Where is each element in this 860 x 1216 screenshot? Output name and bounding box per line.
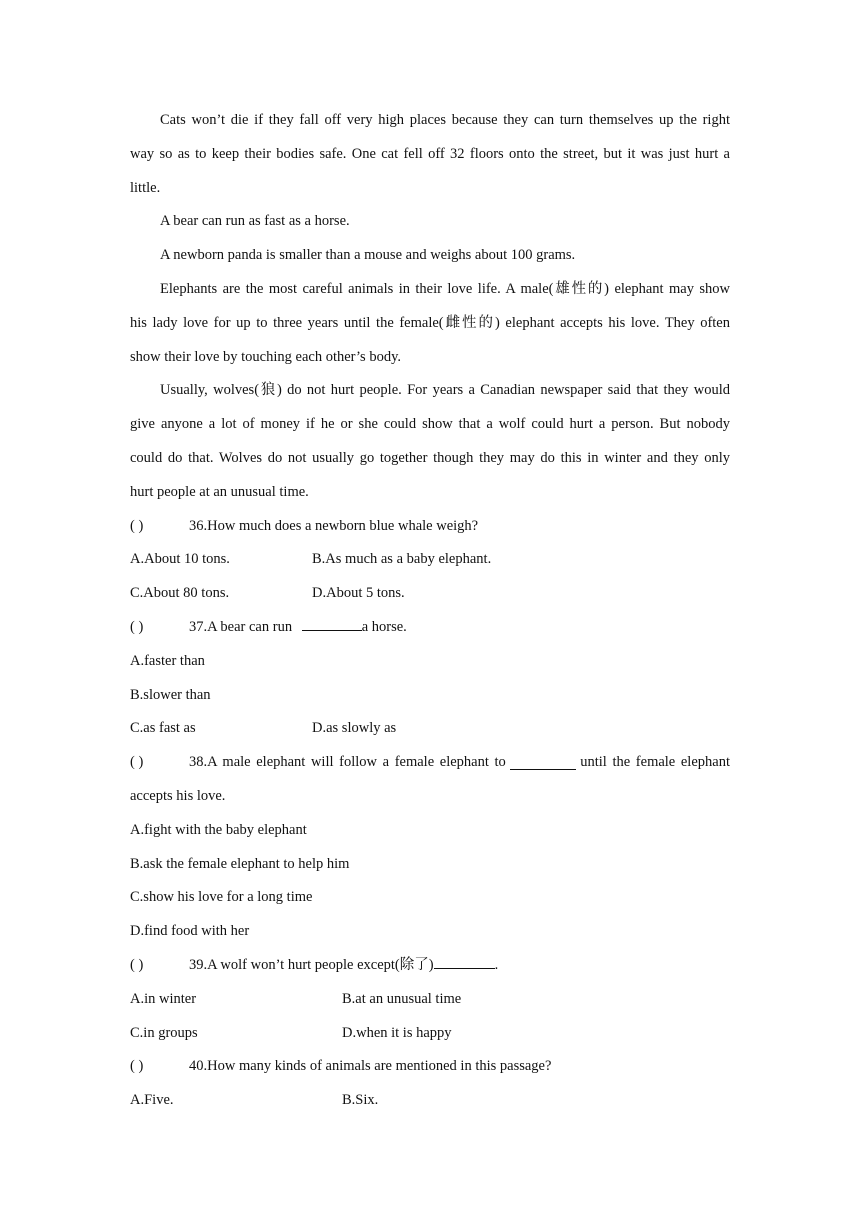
option-c: C.as fast as [130,720,196,737]
question-stem: 39.A wolf won’t hurt people except(除了) [189,956,434,973]
options-row [130,543,730,577]
option-b: B.ask the female elephant to help him [130,855,350,872]
option-a: A.fight with the baby elephant [130,821,307,838]
paragraph-panda: A newborn panda is smaller than a mouse and weighs about 100 grams. [160,247,576,264]
option-a: A.About 10 tons. [130,551,230,568]
question-stem: 36.How much does a newborn blue whale weigh? [189,517,479,534]
question-stem-end: until the female elephant [580,754,730,771]
answer-paren[interactable]: ( ) [130,754,144,771]
question-stem: 40.How many kinds of animals are mentioned in this passage? [189,1058,552,1075]
option-a: A.Five. [130,1092,174,1109]
question-40 [130,1050,730,1084]
question-stem-end: . [494,956,499,973]
answer-blank[interactable] [434,954,495,969]
answer-blank[interactable] [302,616,362,631]
paragraph-cats-line-1: Cats won’t die if they fall off very high places because they can turn themselves up the right [160,112,730,128]
question-39 [130,949,730,983]
paragraph-elephants-line-3: show their love by touching each other’s body. [130,348,402,365]
paragraph-wolves-line-3: could do that. Wolves do not usually go together though they may do this in winter and they only [130,449,730,466]
option-b: B.at an unusual time [342,990,462,1007]
answer-paren[interactable]: ( ) [130,1058,144,1075]
answer-paren[interactable]: ( ) [130,517,144,534]
option-d: D.find food with her [130,923,250,940]
option-b: B.Six. [342,1092,379,1109]
option-c: C.About 80 tons. [130,585,230,602]
option-d: D.when it is happy [342,1024,452,1041]
answer-paren[interactable]: ( ) [130,956,144,973]
option-c: C.show his love for a long time [130,889,313,906]
paragraph-wolves-line-2: give anyone a lot of money if he or she could show that a wolf could hurt a person. But nobody [130,416,730,433]
document-page [130,104,730,1118]
option-a: A.faster than [130,652,205,669]
option-c: C.in groups [130,1024,198,1041]
question-36 [130,510,730,544]
options-row [130,983,730,1017]
option-a: A.in winter [130,990,197,1007]
options-row [130,1084,730,1118]
options-row [130,1017,730,1051]
question-stem: 37.A bear can run [189,618,296,635]
answer-blank[interactable] [510,755,576,770]
paragraph-cats-line-3: little. [130,179,161,196]
paragraph-elephants-line-1: Elephants are the most careful animals in their love life. A male(雄性的) elephant may show [160,280,730,297]
option-b: B.slower than [130,686,211,703]
paragraph-elephants-line-2: his lady love for up to three years until the female(雌性的) elephant accepts his love. They often [130,314,730,331]
paragraph-bear: A bear can run as fast as a horse. [160,213,350,230]
question-38 [130,746,730,780]
paragraph-wolves-line-4: hurt people at an unusual time. [130,483,309,500]
question-stem-line-2: accepts his love. [130,787,226,804]
paragraph-cats-line-2: way so as to keep their bodies safe. One cat fell off 32 floors onto the street, but it was just hurt a [130,145,730,162]
option-d: D.About 5 tons. [312,585,405,602]
option-b: B.As much as a baby elephant. [312,551,492,568]
answer-paren[interactable]: ( ) [130,618,144,635]
question-37 [130,611,730,645]
question-stem-end: a horse. [361,618,407,635]
paragraph-wolves-line-1: Usually, wolves(狼) do not hurt people. For years a Canadian newspaper said that they would [160,382,730,399]
option-d: D.as slowly as [312,720,397,737]
options-row [130,712,730,746]
question-stem: 38.A male elephant will follow a female elephant to [189,754,506,771]
options-row [130,577,730,611]
